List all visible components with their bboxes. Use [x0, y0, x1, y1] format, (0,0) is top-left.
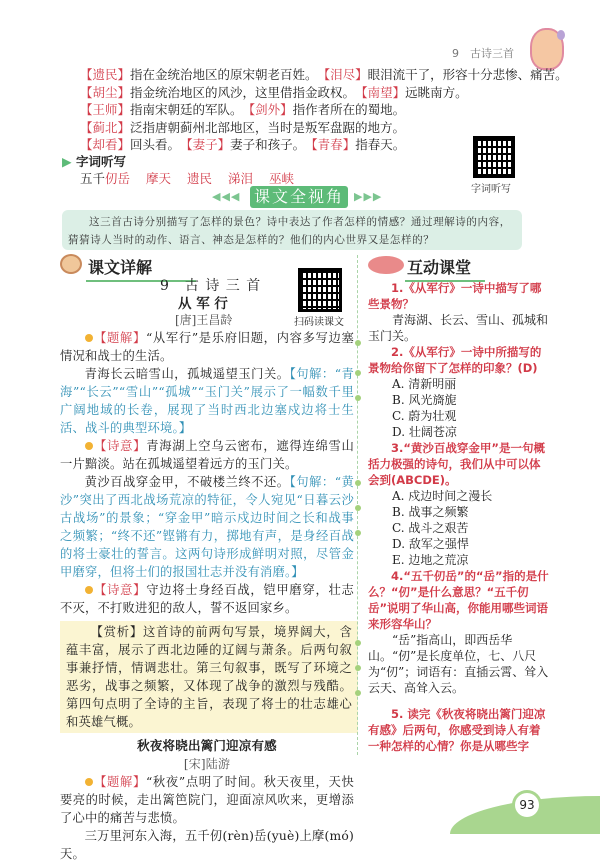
play-icon: ▶ [62, 154, 72, 169]
definition: 妻子和孩子。 [230, 137, 299, 152]
qr-code-reading[interactable] [298, 268, 342, 312]
interactive-questions [368, 280, 550, 754]
section-title-explanation: 课文详解 [86, 255, 196, 282]
tag: 【诗意】 [93, 583, 147, 597]
term: 剑外 [255, 102, 281, 117]
definition: 指南宋朝廷的军队。 [130, 102, 237, 117]
option: C. 蔚为壮观 [392, 409, 457, 423]
divider-dot [355, 340, 361, 346]
word-highlight: 巫峡 [269, 171, 295, 186]
bullet-icon [85, 586, 93, 594]
term: 青春 [317, 137, 343, 152]
option: B. 战事之频繁 [392, 505, 469, 519]
appreciation-box [60, 621, 358, 733]
tag: 【题解】 [93, 775, 146, 789]
qr-caption: 扫码读课文 [294, 317, 344, 328]
page-number: 93 [512, 790, 542, 820]
paragraph: 青海湖上空乌云密布，遮得连绵雪山一片黯淡。站在孤城遥望着远方的玉门关。 [60, 439, 354, 471]
question: 4.“五千仞岳”的“岳”指的是什么？“仞”是什么意思？“五千仞岳”说明了华山高，你能用哪些词语来形容华山？ [368, 569, 549, 631]
section-banner: 课文全视角 [250, 186, 348, 208]
term: 胡尘 [92, 84, 118, 100]
term: 王师 [92, 102, 118, 117]
lesson-title: 古诗三首 [470, 47, 514, 60]
term: 南望 [367, 84, 393, 100]
option: A. 清新明丽 [392, 377, 457, 391]
qr-code-dictation[interactable] [473, 136, 515, 178]
banner-right-arrows: ▶▶▶ [354, 190, 383, 203]
divider-dot [355, 480, 361, 486]
definition: 回头看。 [130, 137, 174, 152]
poem-explanation [60, 329, 354, 863]
poem-title: 秋夜将晓出篱门迎凉有感 [137, 738, 277, 753]
divider-dot [355, 640, 361, 646]
poem-line: 三万里河东入海，五千仞(rèn)岳(yuè)上摩(mó)天。 [60, 829, 354, 861]
glossary-row: 【遗民】指在金统治地区的原宋朝老百姓。 【泪尽】眼泪流干了，形容十分悲惨、痛苦。 [80, 67, 568, 82]
poem-line: 黄沙百战穿金甲，不破楼兰终不还。 [84, 475, 290, 489]
glossary-row: 【蓟北】泛指唐朝蓟州北部地区，当时是叛军盘踞的地方。 [80, 119, 406, 135]
word-highlight: 遗民 [187, 171, 213, 186]
tag: 【诗意】 [93, 439, 147, 453]
dictation-words [80, 169, 294, 187]
word-highlight: 摩天 [146, 171, 172, 186]
tag: 【题解】 [93, 331, 146, 345]
term: 遗民 [92, 67, 118, 82]
glossary-row: 【胡尘】指金统治地区的风沙，这里借指金政权。 【南望】远眺南方。 [80, 84, 468, 100]
paragraph: 守边将士身经百战，铠甲磨穿，壮志不灭，不打败进犯的敌人，誓不返回家乡。 [60, 583, 354, 615]
qr-caption: 字词听写 [471, 184, 511, 195]
term: 蓟北 [92, 119, 118, 135]
question: 1.《从军行》一诗中描写了哪些景物？ [368, 281, 542, 311]
poem-author: [唐]王昌龄 [175, 313, 233, 327]
line-note: 【句解：“黄沙”突出了西北战场荒凉的特征，令人宛见“日暮云沙古战场”的景象；“穿金甲”暗示戍边时间之长和战事之频繁；“终不还”铿锵有力，掷地有声，是身经百战的将士豪壮的誓言。这两句诗形成鲜明对照，尽管金甲磨穿，但将士们的报国壮志并没有消磨。】 [60, 475, 354, 579]
definition: 指金统治地区的风沙，这里借指金政权。 [130, 84, 349, 100]
bullet-icon [85, 442, 93, 450]
word-highlight: 仞岳 [105, 171, 131, 186]
paragraph: “从军行”是乐府旧题，内容多写边塞情况和战士的生活。 [60, 331, 354, 363]
question: 3.“黄沙百战穿金甲”是一句概括力极强的诗句，我们从中可以体会到(ABCDE)。 [368, 441, 545, 487]
paragraph: 这首诗的前两句写景，境界阔大，含蕴丰富，展示了西北边陲的辽阔与萧条。后两句叙事兼抒情，情调悲壮。第三句叙事，既写了环境之恶劣，战事之频繁，又体现了战争的激烈与残酷。第四句点明了全诗的主旨，表现了将士的壮志雄心和英雄气概。 [66, 625, 352, 729]
definition: 泛指唐朝蓟州北部地区，当时是叛军盘踞的地方。 [130, 119, 406, 135]
bullet-icon [85, 334, 93, 342]
word-highlight: 涕泪 [228, 171, 254, 186]
option: A. 戍边时间之漫长 [392, 489, 493, 503]
poem-title: 从 军 行 [178, 296, 228, 312]
mascot-icon [60, 254, 82, 274]
divider-dot [355, 530, 361, 536]
answer: “岳”指高山，即西岳华山。“仞”是长度单位，七、八尺为“仞”；词语有：直插云霄、耸入云天、高耸入云。 [368, 633, 549, 695]
option: D. 敌军之强悍 [392, 537, 469, 551]
term: 妻子 [192, 137, 218, 152]
dictation-heading-text: 字词听写 [75, 154, 126, 169]
lesson-number: 9 [452, 47, 459, 60]
option: C. 战斗之艰苦 [392, 521, 469, 535]
balloon-icon [557, 30, 565, 40]
definition: 指在金统治地区的原宋朝老百姓。 [130, 67, 312, 82]
divider-dot [355, 395, 361, 401]
divider-dot [355, 665, 361, 671]
question: 5. 读完《秋夜将晓出篱门迎凉有感》后两句，你感受到诗人有着一种怎样的心情？你是从哪些字 [368, 707, 546, 753]
divider-dot [355, 690, 361, 696]
term: 却看 [92, 137, 118, 152]
tag: 【赏析】 [90, 625, 143, 639]
paragraph: “秋夜”点明了时间。秋天夜里，天快要亮的时候，走出篱笆院门，迎面凉风吹来，更增添了心中的痛苦与悲愤。 [60, 775, 354, 825]
poem-author: [宋]陆游 [183, 757, 231, 771]
definition: 指作者所在的蜀地。 [292, 102, 406, 117]
bullet-icon [85, 778, 93, 786]
divider-dot [355, 505, 361, 511]
option: B. 风光旖旎 [392, 393, 457, 407]
mascot-icon [368, 256, 404, 274]
poem-line: 青海长云暗雪山，孤城遥望玉门关。 [84, 367, 290, 381]
glossary-row: 【王师】指南宋朝廷的军队。 【剑外】指作者所在的蜀地。 [80, 102, 406, 117]
divider-dot [355, 370, 361, 376]
word-plain: 五千 [80, 171, 106, 186]
running-header [452, 45, 514, 61]
question: 2.《从军行》一诗中所描写的景物给你留下了怎样的印象？(D) [368, 345, 542, 375]
answer: 青海湖、长云、雪山、孤城和玉门关。 [368, 313, 549, 343]
definition: 指春天。 [355, 137, 406, 152]
line-note: 【句解：“青海”“长云”“雪山”“孤城”“玉门关”展示了一幅数千里广阔地域的长卷，展现了当时西北边塞戍边将士生活、战斗的典型环境。】 [60, 367, 354, 435]
guiding-questions: 这三首古诗分别描写了怎样的景色？诗中表达了作者怎样的情感？通过理解诗的内容，猜猜诗人当时的动作、语言、神态是怎样的？他们的内心世界又是怎样的？ [62, 210, 522, 250]
option: D. 壮阔苍凉 [392, 425, 457, 439]
section-title-interactive: 互动课堂 [405, 255, 485, 282]
definition: 眼泪流干了，形容十分悲惨、痛苦。 [367, 67, 568, 82]
banner-left-arrows: ◀◀◀ [212, 190, 241, 203]
lesson-heading: 9 古 诗 三 首 [160, 278, 262, 294]
dictation-heading [62, 152, 126, 170]
glossary-row: 【却看】回头看。 【妻子】妻子和孩子。 【青春】指春天。 [80, 137, 406, 152]
option: E. 边地之荒凉 [392, 553, 469, 567]
term: 泪尽 [330, 67, 356, 82]
definition: 远眺南方。 [405, 84, 468, 100]
